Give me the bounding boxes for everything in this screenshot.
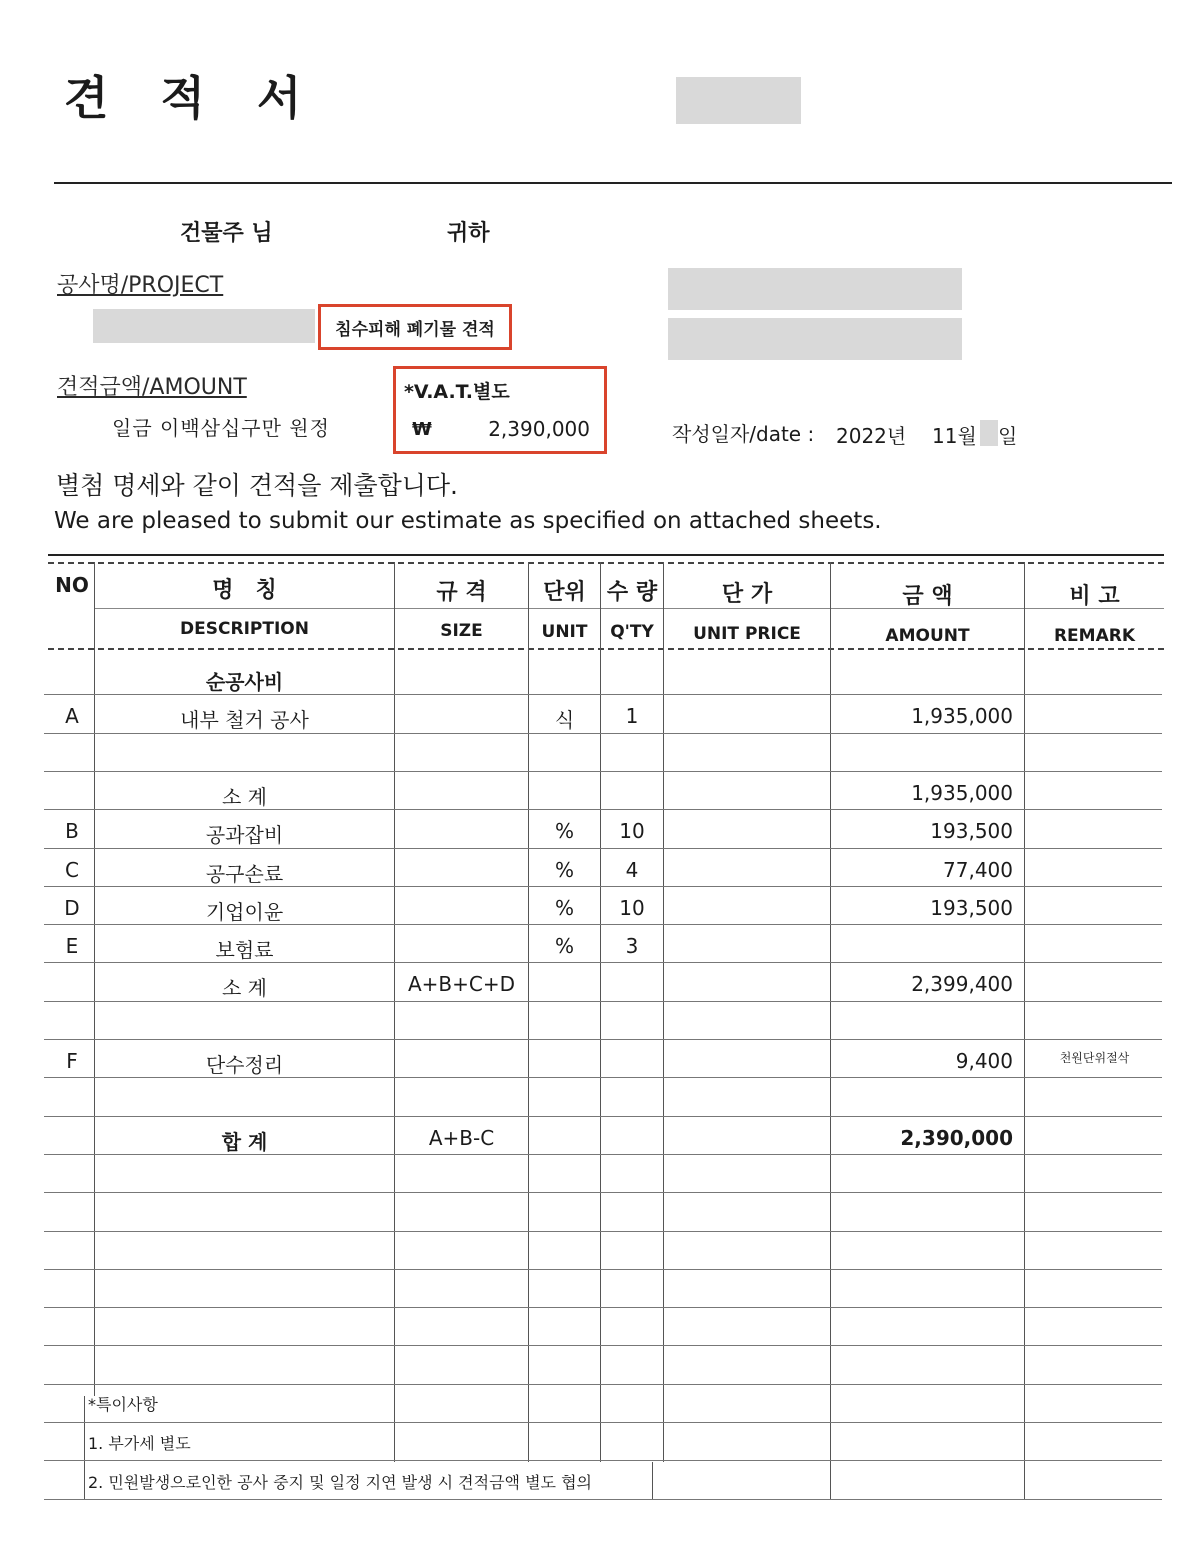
header-unit-price: 단 가 — [721, 582, 773, 607]
header-unit: 단위 — [543, 580, 586, 605]
header-no: NO — [55, 573, 89, 597]
header-qty-en: Q'TY — [610, 622, 654, 642]
cell-no: E — [65, 934, 79, 959]
row-line — [44, 1001, 1162, 1002]
note-vat: 1. 부가세 별도 — [88, 1434, 191, 1453]
cell-desc: 기업이윤 — [205, 899, 284, 924]
header-amount-en: AMOUNT — [885, 626, 970, 646]
cell-desc: 공구손료 — [205, 861, 284, 886]
row-line — [44, 1499, 1162, 1500]
col-line — [600, 562, 601, 1462]
header-size: 규 격 — [436, 580, 487, 605]
cell-desc: 내부 철거 공사 — [180, 708, 309, 733]
cell-no: F — [66, 1049, 78, 1073]
header-description-en: DESCRIPTION — [180, 619, 309, 639]
header-qty: 수 량 — [606, 580, 658, 605]
row-line — [44, 1307, 1162, 1308]
date-label: 작성일자/date : — [672, 422, 815, 446]
col-line — [1024, 562, 1025, 1500]
row-line — [44, 1422, 1162, 1423]
note-delay: 2. 민원발생으로인한 공사 중지 및 일정 지연 발생 시 견적금액 별도 협의 — [88, 1473, 592, 1492]
cell-amount: 1,935,000 — [911, 704, 1013, 729]
header-size-en: SIZE — [440, 621, 483, 641]
cell-amount: 9,400 — [955, 1049, 1013, 1073]
cell-amount: 1,935,000 — [911, 780, 1013, 805]
project-name: 침수피해 폐기물 견적 — [318, 304, 512, 350]
cell-unit: 식 — [554, 708, 575, 733]
date-month: 11월 — [932, 424, 977, 448]
recipient-owner: 건물주 님 — [180, 221, 273, 246]
row-line — [44, 771, 1162, 772]
cell-unit: % — [554, 895, 574, 920]
cell-qty: 1 — [625, 704, 639, 729]
row-line — [44, 1077, 1162, 1078]
header-unit-en: UNIT — [541, 622, 588, 642]
redacted-day — [980, 420, 998, 446]
redacted-block — [668, 268, 962, 310]
cell-desc: 순공사비 — [205, 670, 284, 694]
header-remark-en: REMARK — [1053, 626, 1136, 646]
row-line — [44, 886, 1162, 887]
row-line — [44, 1460, 1162, 1461]
row-line — [44, 1192, 1162, 1193]
cell-unit: % — [554, 934, 574, 959]
header-bottom-dashed — [48, 648, 1164, 650]
date-day-label: 일 — [998, 424, 1018, 448]
header-amount: 금 액 — [902, 584, 953, 609]
cell-unit: % — [554, 819, 574, 844]
cell-amount: 193,500 — [930, 895, 1013, 920]
col-line — [84, 1396, 85, 1500]
won-symbol: ₩ — [412, 419, 432, 440]
vat-note: *V.A.T.별도 — [404, 381, 510, 403]
cell-qty: 4 — [625, 857, 639, 882]
cell-no: A — [65, 704, 79, 729]
date-year: 2022년 — [836, 424, 907, 448]
cell-desc: 소 계 — [222, 784, 267, 809]
header-remark: 비 고 — [1069, 584, 1120, 609]
amount-label: 견적금액/AMOUNT — [57, 375, 247, 400]
row-line — [44, 1154, 1162, 1155]
cell-desc: 보험료 — [215, 938, 274, 963]
special-notes-title: *특이사항 — [88, 1395, 158, 1414]
col-line — [394, 562, 395, 1462]
cell-amount: 193,500 — [930, 819, 1013, 844]
col-line — [830, 562, 831, 1500]
row-line — [44, 1231, 1162, 1232]
cell-no: D — [64, 895, 80, 920]
cell-unit: % — [554, 857, 574, 882]
recipient-honorific: 귀하 — [447, 221, 490, 246]
cell-desc: 합 계 — [221, 1129, 268, 1154]
col-line — [528, 562, 529, 1462]
intro-korean: 별첨 명세와 같이 견적을 제출합니다. — [56, 471, 458, 500]
amount-value: 2,390,000 — [488, 417, 590, 441]
cell-amount: 2,390,000 — [900, 1125, 1013, 1150]
cell-desc: 단수정리 — [205, 1053, 284, 1077]
title-divider — [54, 182, 1172, 184]
cell-amount: 77,400 — [943, 857, 1013, 882]
project-label: 공사명/PROJECT — [57, 273, 224, 298]
cell-desc: 소 계 — [222, 976, 267, 1001]
header-unit-price-en: UNIT PRICE — [693, 624, 801, 644]
header-name: 명 칭 — [212, 578, 277, 603]
col-line — [652, 1462, 653, 1500]
redacted-block — [93, 309, 315, 343]
cell-no: B — [65, 819, 79, 844]
row-line — [44, 848, 1162, 849]
cell-desc: 공과잡비 — [205, 823, 284, 848]
table-top-dashed — [48, 562, 1164, 564]
amount-box — [393, 366, 607, 454]
table-top-rule — [48, 554, 1164, 556]
row-line — [44, 1116, 1162, 1117]
row-line — [44, 694, 1162, 695]
row-line — [44, 809, 1162, 810]
redacted-block — [668, 318, 962, 360]
row-line — [44, 733, 1162, 734]
row-line — [44, 1384, 1162, 1385]
cell-remark: 천원단위절삭 — [1059, 1051, 1130, 1065]
intro-english: We are pleased to submit our estimate as specified on attached sheets. — [54, 508, 882, 534]
cell-qty: 10 — [619, 895, 645, 920]
col-line — [663, 562, 664, 1462]
document-title: 견 적 서 — [64, 71, 320, 125]
cell-amount: 2,399,400 — [911, 972, 1013, 997]
cell-no: C — [65, 857, 79, 882]
redacted-block — [676, 77, 801, 124]
cell-qty: 10 — [619, 819, 645, 844]
cell-size: A+B-C — [428, 1125, 495, 1150]
cell-qty: 3 — [625, 934, 639, 959]
row-line — [44, 962, 1162, 963]
amount-in-words: 일금 이백삼십구만 원정 — [112, 416, 330, 440]
cell-size: A+B+C+D — [407, 972, 516, 997]
row-line — [44, 924, 1162, 925]
row-line — [44, 1269, 1162, 1270]
row-line — [44, 1345, 1162, 1346]
row-line — [44, 1039, 1162, 1040]
